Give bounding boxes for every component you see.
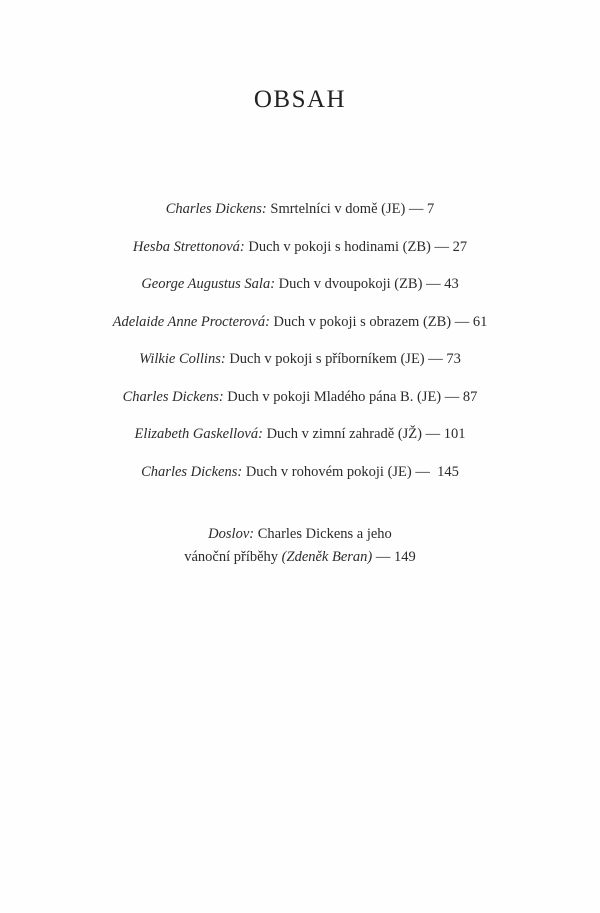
entry-dash: —	[454, 313, 470, 330]
afterword-dash: —	[375, 549, 391, 565]
entry-title: Duch v pokoji s příborníkem (JE)	[229, 351, 425, 367]
toc-entry	[0, 341, 600, 379]
afterword-label: Doslov:	[208, 526, 255, 542]
toc-entry	[0, 379, 600, 417]
afterword-line-2	[0, 546, 600, 569]
entry-dash: —	[415, 463, 430, 480]
entry-dash: —	[434, 238, 449, 255]
afterword-line-1	[0, 523, 600, 546]
entry-page: 145	[437, 463, 459, 480]
entry-title: Duch v pokoji s obrazem (ZB)	[273, 313, 452, 330]
entry-dash: —	[425, 426, 441, 442]
entry-title: Duch v pokoji s hodinami (ZB)	[248, 238, 431, 255]
toc-entry	[0, 304, 600, 342]
entry-title: Duch v zimní zahradě (JŽ)	[266, 426, 422, 442]
entry-page: 27	[452, 238, 468, 255]
toc-entry	[0, 454, 600, 492]
entry-page: 43	[444, 276, 459, 292]
entry-dash: —	[426, 276, 441, 292]
entry-author: Wilkie Collins:	[139, 351, 226, 367]
entry-author: Charles Dickens:	[122, 388, 224, 405]
entry-title: Duch v pokoji Mladého pána B. (JE)	[227, 388, 442, 405]
afterword-entry	[0, 523, 600, 569]
entry-page: 73	[446, 351, 461, 367]
entry-page: 7	[427, 201, 435, 217]
afterword-translator: (Zdeněk Beran)	[281, 549, 373, 565]
afterword-title-line-1: Charles Dickens a jeho	[257, 526, 392, 542]
entry-title: Duch v dvoupokoji (ZB)	[278, 276, 423, 292]
entry-author: Adelaide Anne Procterová:	[112, 313, 270, 330]
toc-entry	[0, 416, 600, 454]
entry-author: George Augustus Sala:	[141, 276, 276, 292]
entry-title: Smrtelníci v domě (JE)	[270, 201, 406, 217]
afterword-page: 149	[394, 549, 416, 565]
toc-entry	[0, 229, 600, 267]
table-of-contents	[0, 191, 600, 491]
entry-author: Charles Dickens:	[141, 463, 243, 480]
afterword-title-line-2: vánoční příběhy	[184, 549, 279, 565]
entry-page: 101	[443, 426, 466, 442]
entry-title: Duch v rohovém pokoji (JE)	[245, 463, 412, 480]
entry-page: 61	[472, 313, 488, 330]
toc-entry	[0, 191, 600, 229]
entry-dash: —	[408, 201, 424, 217]
entry-page: 87	[462, 388, 478, 405]
page-title: OBSAH	[253, 86, 347, 113]
entry-dash: —	[444, 388, 460, 405]
entry-author: Hesba Strettonová:	[132, 238, 245, 255]
entry-dash: —	[428, 351, 443, 367]
entry-author: Elizabeth Gaskellová:	[134, 426, 263, 442]
toc-entry	[0, 266, 600, 304]
entry-author: Charles Dickens:	[165, 201, 267, 217]
